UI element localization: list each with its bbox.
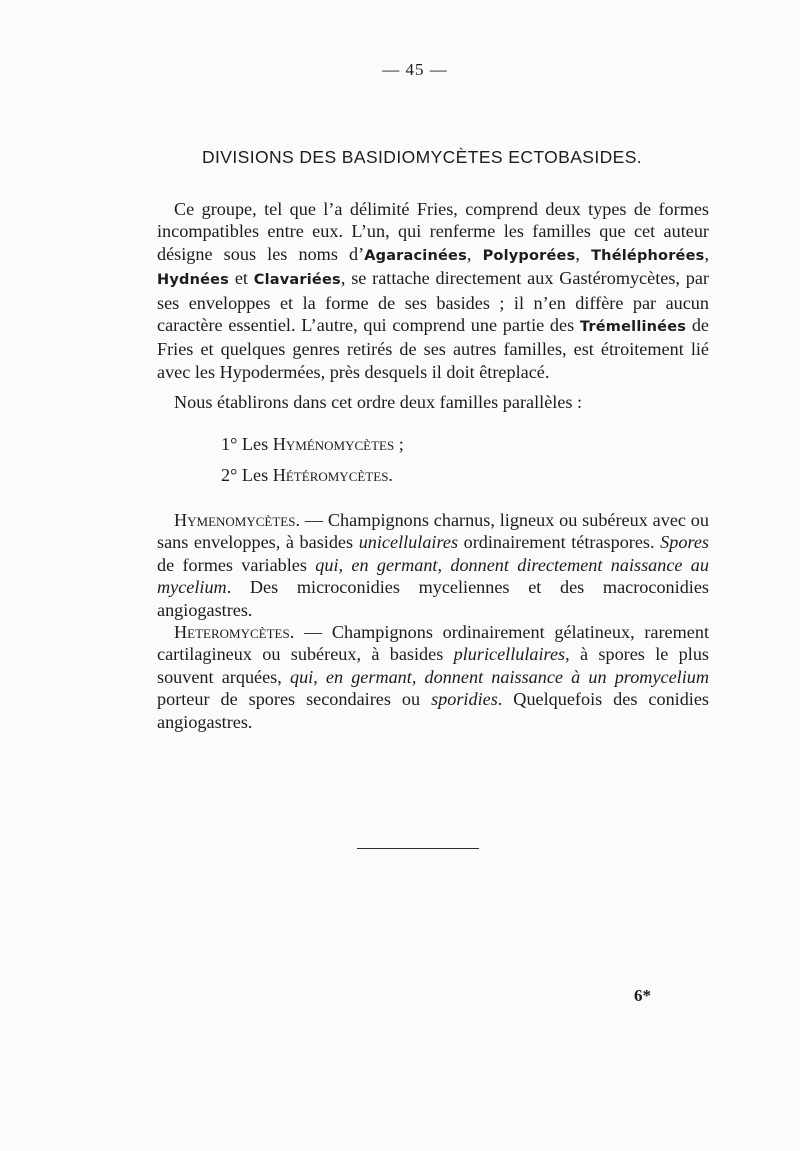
heading-hymenomycetes: Hymenomycètes — [174, 510, 296, 530]
section-divider — [357, 848, 479, 849]
section-title: DIVISIONS DES BASIDIOMYCÈTES ECTOBASIDES. — [202, 147, 643, 167]
list-item-hymenomycetes: 1° Les Hyménomycètes ; — [221, 434, 404, 454]
hymenomycetes-paragraph: Hymenomycètes. — Champignons charnus, ligneux ou subéreux avec ou sans enveloppes, à basides unicellulaires ordinairement tétraspores. Spores de formes variables qui, en germant, donnent directement naissance au mycelium. Des microconidies myceliennes et des macroconidies angiogastres. — [157, 510, 709, 620]
heading-heteromycetes: Heteromycètes — [174, 622, 290, 642]
intro-paragraph: Ce groupe, tel que l’a délimité Fries, comprend deux types de formes incompatibles entre eux. L’un, qui renferme les familles que cet auteur désigne sous les noms d’Agaracinées, Polyporées, Théléphorées, Hydnées et Clavariées, se rattache directement aux Gastéromycètes, par ses enveloppes et la forme de ses basides ; il n’en diffère par aucun caractère essentiel. L’autre, qui comprend une partie des Trémellinées de Fries et quelques genres retirés de ses autres familles, est étroitement lié avec les Hypodermées, près desquels il doit êtreplacé. — [157, 199, 710, 382]
family-name-agaracinees: Agaracinées — [364, 247, 467, 264]
family-name-polyporees: Polyporées — [482, 247, 576, 264]
family-name-thelephorees: Théléphorées — [591, 247, 705, 264]
heteromycetes-paragraph: Heteromycètes. — Champignons ordinairement gélatineux, rarement cartilagineux ou subéreux, à basides pluricellulaires, à spores le plus souvent arquées, qui, en germant, donnent naissance à un promycelium porteur de spores secondaires ou sporidies. Quelquefois des conidies angiogastres. — [157, 622, 710, 732]
family-name-tremellinees: Trémellinées — [579, 319, 687, 336]
family-name-hydnees: Hydnées — [157, 272, 229, 289]
page-number: — 45 — — [382, 60, 448, 79]
order-paragraph: Nous établirons dans cet ordre deux familles parallèles : — [174, 392, 583, 412]
signature-mark: 6* — [634, 986, 651, 1005]
family-name-clavariees: Clavariées — [253, 272, 341, 289]
list-item-heteromycetes: 2° Les Hétéromycètes. — [221, 465, 393, 485]
